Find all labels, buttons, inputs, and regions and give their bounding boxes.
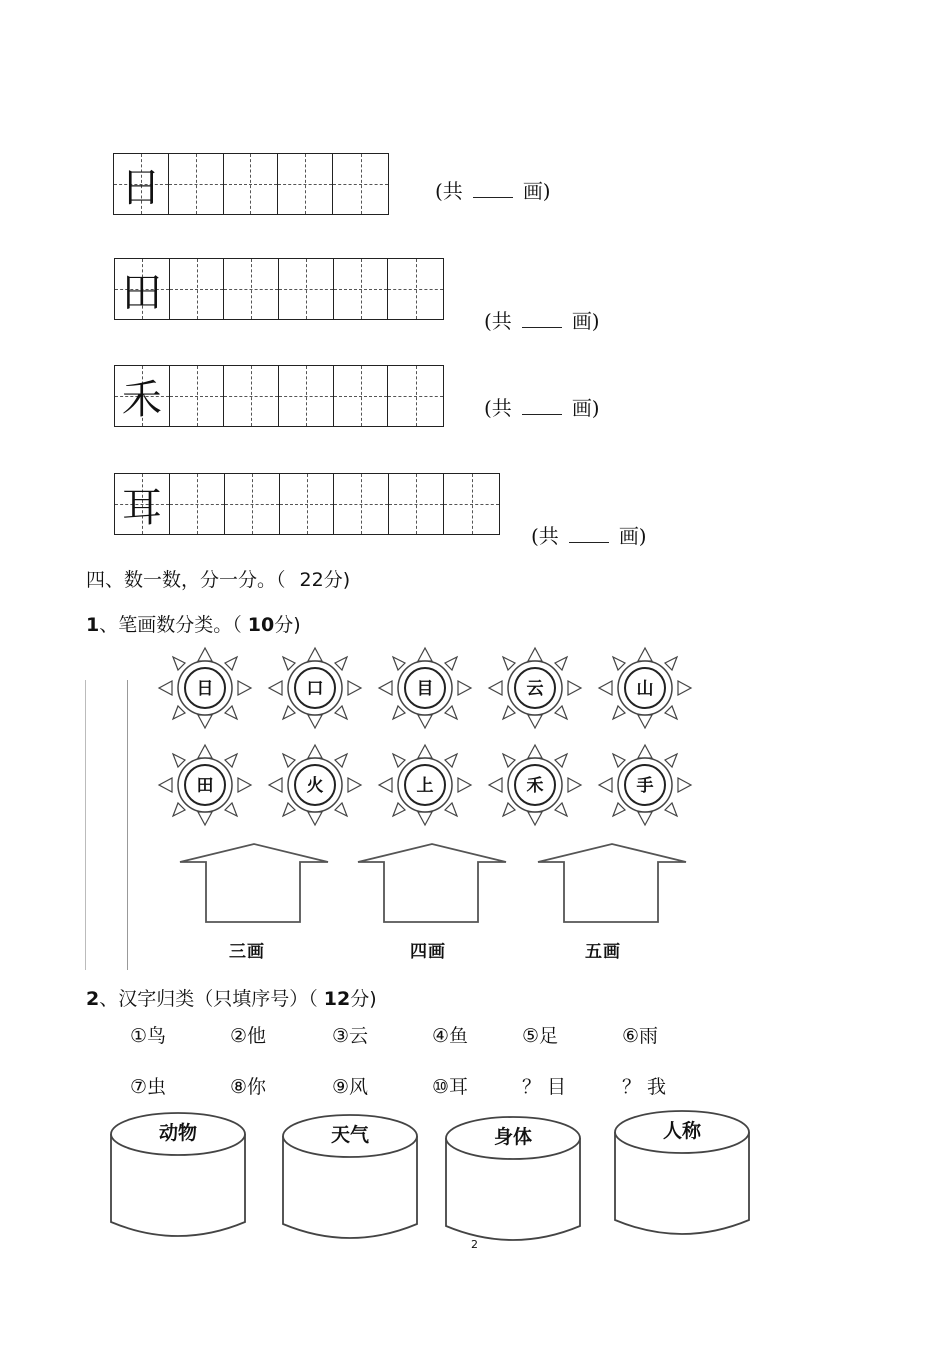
char-item: ⑧你 [230,1076,267,1098]
writing-cell[interactable] [170,366,225,426]
writing-cell[interactable] [334,366,389,426]
category-can[interactable] [108,1110,248,1245]
sun-icon [267,646,363,730]
grid-char: 日 [120,164,161,211]
stroke-count-3: (共 画) [484,396,600,420]
sun-char[interactable]: 目 [416,679,434,699]
writing-cell[interactable] [224,259,279,319]
writing-cell[interactable] [334,259,389,319]
sun-icon [377,646,473,730]
question-2-title: 2、汉字归类（只填序号）（ 12分) [86,988,377,1010]
char-item: ⑨风 [332,1076,369,1098]
writing-cell[interactable] [169,154,224,214]
writing-cell[interactable] [279,259,334,319]
sun-icon [487,646,583,730]
writing-cell[interactable] [388,259,443,319]
answer-blank[interactable] [522,400,562,415]
sun-char[interactable]: 口 [306,679,324,699]
writing-cell[interactable] [279,366,334,426]
char-item: ⑦虫 [130,1076,167,1098]
char-item: ⑥雨 [622,1025,659,1047]
answer-blank[interactable] [473,183,513,198]
margin-line [85,680,86,970]
writing-cell[interactable] [278,154,333,214]
char-item: ？ 我 [622,1076,667,1098]
sun-icon [597,743,693,827]
category-can[interactable] [280,1112,420,1247]
sun-char[interactable]: 上 [416,776,434,796]
answer-blank[interactable] [522,313,562,328]
can-label: 天气 [330,1124,369,1146]
grid-char: 禾 [121,376,162,423]
section-4-title: 四、数一数，分一分。（ 22分) [86,569,351,591]
page-number: 2 [471,1238,478,1251]
sun-icon [487,743,583,827]
stroke-grid-2 [114,258,444,320]
can-label: 人称 [662,1120,701,1142]
sun-icon [267,743,363,827]
sun-icon [157,646,253,730]
writing-cell[interactable] [388,366,443,426]
writing-cell[interactable] [444,474,499,534]
char-item: ？ 目 [522,1076,567,1098]
sun-char[interactable]: 云 [526,679,544,699]
stroke-grid-3 [114,365,444,427]
writing-cell[interactable] [170,474,225,534]
sun-icon [377,743,473,827]
sun-char[interactable]: 田 [196,776,214,796]
grid-char: 田 [121,269,162,316]
char-item: ③云 [332,1025,369,1047]
sun-char[interactable]: 火 [306,776,324,796]
writing-cell[interactable] [224,366,279,426]
grid-char: 耳 [121,484,162,531]
sun-icon [157,743,253,827]
stroke-grid-4 [114,473,500,535]
answer-blank[interactable] [569,528,609,543]
writing-cell[interactable] [334,474,389,534]
writing-cell[interactable] [389,474,444,534]
can-label: 身体 [493,1126,532,1148]
category-can[interactable] [612,1108,752,1243]
sun-char[interactable]: 山 [636,679,654,699]
up-arrow-box[interactable] [536,842,688,924]
arrow-label: 五画 [585,942,621,962]
writing-cell[interactable] [225,474,280,534]
stroke-grid-1 [113,153,389,215]
sun-char[interactable]: 日 [196,679,214,699]
stroke-count-1: (共 画) [435,179,551,203]
category-can[interactable] [443,1114,583,1249]
char-item: ①鸟 [130,1025,167,1047]
sun-icon [597,646,693,730]
stroke-count-4: (共 画) [531,524,647,548]
sun-char[interactable]: 禾 [526,776,544,796]
writing-cell[interactable] [170,259,225,319]
arrow-label: 三画 [229,942,265,962]
writing-cell[interactable] [224,154,279,214]
question-1-title: 1、笔画数分类。（ 10分) [86,614,301,636]
margin-line [127,680,128,970]
sun-char[interactable]: 手 [636,776,654,796]
can-label: 动物 [158,1122,197,1144]
writing-cell[interactable] [280,474,335,534]
stroke-count-2: (共 画) [484,309,600,333]
up-arrow-box[interactable] [356,842,508,924]
char-item: ⑩耳 [432,1076,469,1098]
char-item: ②他 [230,1025,267,1047]
char-item: ⑤足 [522,1025,559,1047]
arrow-label: 四画 [410,942,446,962]
writing-cell[interactable] [333,154,388,214]
char-item: ④鱼 [432,1025,469,1047]
up-arrow-box[interactable] [178,842,330,924]
